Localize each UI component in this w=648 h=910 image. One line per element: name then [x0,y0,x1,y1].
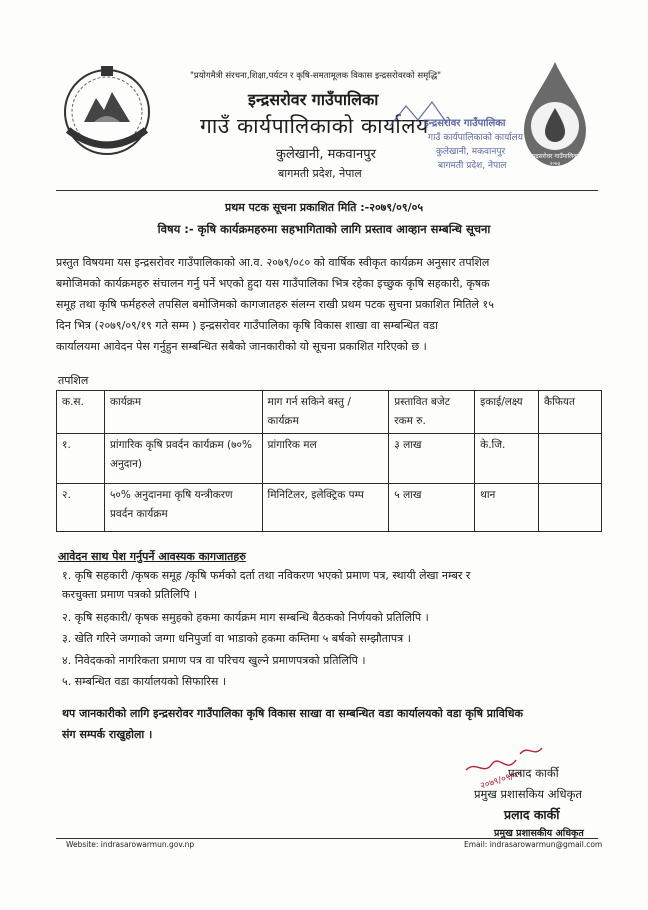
cell-sn: २. [57,484,105,532]
header-divider [56,190,598,191]
address-line-2: बागमती प्रदेश, नेपाल [278,167,362,180]
cell-unit: के.जि. [475,434,539,484]
signature-date: २०७९/०९/०५ [479,768,524,792]
cell-sn: १. [57,434,105,484]
body-line: दिन भित्र (२०७९/०९/१९ गते सम्म ) इन्द्रसरोवर गाउँपालिका कृषि विकास शाखा वा सम्बन्धित वडा [56,319,438,332]
table-row [57,484,602,532]
body-line: समूह तथा कृषि फर्महरुले तपसिल बमोजिमको कागजातहरु संलग्न राखी प्रथम पटक सुचना प्रकाशित मितिले १५ [56,298,494,311]
body-line: कार्यालयमा आवेदन पेस गर्नुहुन सम्बन्धित सबैको जानकारीको यो सूचना प्रकाशित गरिएको छ । [56,340,427,353]
requirement-item: १. कृषि सहकारी /कृषक समूह /कृषि फर्मको दर्ता तथा नविकरण भएको प्रमाण पत्र, स्थायी लेखा नम्बर र [62,569,471,582]
stamp-line-3: कुलेखानी, मकवानपुर [436,147,506,157]
stamp-line-2: गाउँ कार्यपालिकाको कार्यालय [428,133,523,143]
header-remarks: कैफियत [539,391,602,434]
closing-note [62,703,523,745]
requirement-item: ४. निवेदकको नागरिकता प्रमाण पत्र वा परिचय खुल्ने प्रमाणपत्रको प्रतिलिपि । [62,654,366,667]
cell-remarks [539,434,602,484]
closing-line: थप जानकारीको लागि इन्द्रसरोवर गाउँपालिका कृषि विकास साखा वा सम्बन्धित वडा कार्यालयको वडा कृषि प्राविधिक [62,707,523,720]
municipality-logo [512,60,598,172]
slogan: "प्रयोगमैत्री संरचना,शिक्षा,पर्यटन र कृषि-समतामूलक विकास इन्द्रसरोवरको समृद्धि" [190,71,442,81]
closing-line: संग सम्पर्क राखुहोला । [62,728,153,741]
notice-body [56,252,604,357]
notice-subject: विषय :- कृषि कार्यक्रमहरुमा सहभागिताको लागि प्रस्ताव आव्हान सम्बन्धि सूचना [157,222,491,236]
footer-website: Website: indrasarowarmun.gov.np [66,840,195,849]
organization-name: इन्द्रसरोवर गाउँपालिका [248,90,379,109]
stamp-line-1: इन्द्रसरोवर गाउँपालिका [424,118,506,129]
cell-program: ५०% अनुदानमा कृषि यन्त्रीकरण प्रवर्दन कार्यक्रम [104,484,262,532]
header-budget: प्रस्तावित बजेट रकम रु. [389,391,475,434]
header-item: माग गर्न सकिने बस्तु / कार्यक्रम [262,391,389,434]
cell-budget: ३ लाख [389,434,475,484]
cell-item: मिनिटिलर, इलेक्ट्रिक पम्प [262,484,389,532]
table-row [57,434,602,484]
cell-remarks [539,484,602,532]
cell-item: प्रांगारिक मल [262,434,389,484]
requirements-title: आवेदन साथ पेश गर्नुपर्ने आवस्यक कागजातहरु [58,550,246,563]
requirement-item: करचुक्ता प्रमाण पत्रको प्रतिलिपि । [62,588,198,601]
stamp-line-4: बागमती प्रदेश, नेपाल [438,161,507,171]
nepal-emblem-icon [54,62,160,166]
header-unit: इकाई/लक्ष्य [475,391,539,434]
footer-divider [56,838,598,839]
cell-program: प्रांगारिक कृषि प्रवर्दन कार्यक्रम (७०% अनुदान) [104,434,262,484]
table-title: तपशिल [58,374,89,387]
signer-title: प्रमुख प्रशासकिय अधिकृत [474,787,582,801]
office-stamp [384,96,523,184]
logo-text: इन्द्रसरोवर गाउँपालिका [530,153,580,160]
requirement-item: २. कृषि सहकारी/ कृषक समुहको हकमा कार्यक्रम माग सम्बन्धि बैठकको निर्णयको प्रतिलिपि । [62,611,429,624]
logo-year: २०७३ [549,161,561,167]
cell-unit: थान [475,484,539,532]
table-header-row [57,391,602,434]
requirement-item: ३. खेति गरिने जग्गाको जग्गा धनिपुर्जा वा भाडाको हकमा कम्तिमा ५ बर्षको सम्झौतापत्र । [62,632,411,645]
stamp-signer-name: प्रलाद कार्की [504,807,560,822]
stamp-signer-title: प्रमुख प्रशासकीय अधिकृत [494,828,584,839]
body-line: प्रस्तुत विषयमा यस इन्द्रसरोवर गाउँपालिकाको आ.व. २०७९/०८० को वार्षिक स्वीकृत कार्यक्रम अनुसार तपशिल [56,256,490,269]
footer-email: Email: indrasarowarmun@gmail.com [464,840,603,849]
header-sn: क.स. [57,391,105,434]
cell-budget: ५ लाख [389,484,475,532]
header-program: कार्यक्रम [104,391,262,434]
address-line-1: कुलेखानी, मकवानपुर [276,147,376,162]
body-line: बमोजिमको कार्यक्रमहरु संचालन गर्नु पर्ने भएको हुदा यस गाउँपालिका भित्र रहेका इच्छुक कृषि सहकारी, कृषक [56,277,490,290]
requirement-item: ५. सम्बन्धित वडा कार्यालयको सिफारिस । [62,675,227,688]
notice-date: प्रथम पटक सूचना प्रकाशित मिति :-२०७९/०९/०५ [224,201,424,214]
program-table [56,390,602,532]
office-name: गाउँ कार्यपालिकाको कार्यालय [200,114,429,138]
signer-name: प्रलाद कार्की [508,766,559,780]
